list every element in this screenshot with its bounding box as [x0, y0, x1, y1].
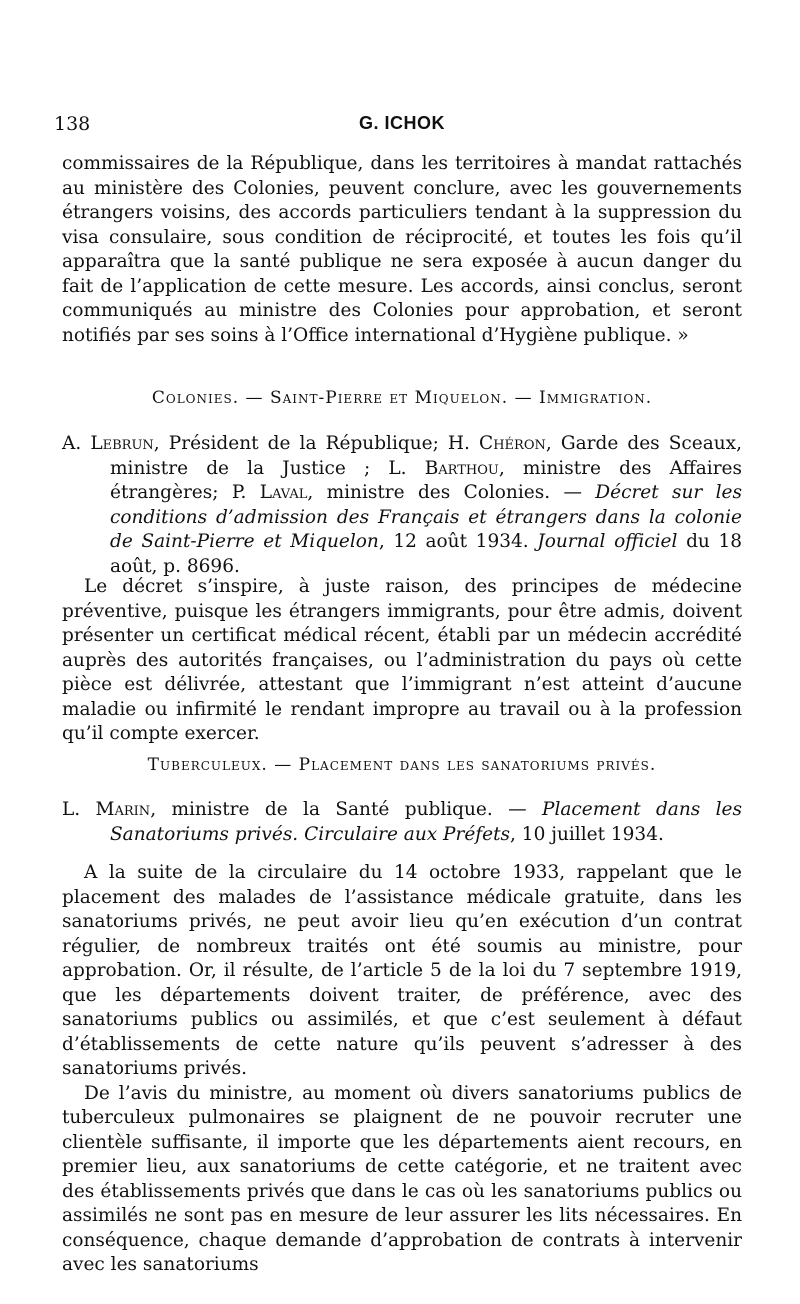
decree-reference [62, 432, 742, 579]
ref-text: , ministre des Colonies. — [307, 482, 596, 503]
ref-text: , ministre des Affaires étrangères; P. [110, 457, 742, 503]
section-heading-tuberculeux [62, 755, 742, 775]
paragraph: commissaires de la République, dans les territoires à mandat rattachés au ministère des Colonies, peuvent conclure, avec les gouvernements étrangers voisins, des accords particuliers tendant à la suppression du visa consulaire, sous condition de réciprocité, et toutes les fois qu’il apparaîtra que la santé publique ne sera exposée à aucun danger du fait de l’application de cette mesure. Les accords, ainsi conclus, seront communiqués au ministre des Colonies pour approbation, et seront notifiés par ses soins à l’Office international d’Hygiène publique. » [62, 153, 742, 346]
heading-part: Colonies. [151, 388, 240, 408]
heading-part: — Saint-Pierre et Miquelon. — [245, 388, 533, 408]
ref-name: Barthou [424, 457, 499, 479]
ref-text: , Garde des Sceaux, ministre de la Justice ; L. [110, 433, 742, 479]
ref-name: A. Lebrun [62, 433, 154, 454]
page-header [54, 113, 742, 135]
heading-part: Immigration. [538, 388, 653, 408]
section-heading-colonies [62, 388, 742, 408]
continued-paragraph [62, 152, 742, 348]
journal-name: Journal officiel [537, 531, 678, 552]
circular-reference [62, 798, 742, 847]
ref-text: , 12 août 1934. [378, 531, 538, 552]
ref-name: Laval [259, 482, 308, 503]
heading-part: — Placement dans les sanatoriums privés. [274, 755, 657, 775]
paragraph: A la suite de la circulaire du 14 octobre 1933, rappelant que le placement des malades de l’assistance médicale gratuite, dans les sanatoriums privés, ne peut avoir lieu qu’en exécution d’un contrat régulier, de nombreux traités ont été soumis au ministre, pour approbation. Or, il résulte, de l’article 5 de la loi du 7 septembre 1919, que les départements doivent traiter, de préférence, avec des sanatoriums publics ou assimilés, et que c’est seulement à défaut d’établissements de cette nature qu’ils peuvent s’adresser à des sanatoriums privés. [62, 862, 742, 1079]
ref-text: , Président de la République; H. [153, 433, 480, 454]
ref-name: Chéron [479, 433, 546, 454]
ref-title: Placement dans les Sanatoriums privés. Circulaire aux Préfets [110, 799, 742, 845]
heading-part: Tuberculeux. [147, 755, 268, 775]
ref-title: Décret sur les conditions d’admission des Français et étrangers dans la colonie de Saint-Pierre et Miquelon [110, 482, 742, 552]
paragraph: Le décret s’inspire, à juste raison, des principes de médecine préventive, puisque les étrangers immigrants, pour être admis, doivent présenter un certificat médical récent, établi par un médecin accrédité auprès des autorités françaises, ou l’administration du pays où cette pièce est délivrée, attestant que l’immigrant n’est atteint d’aucune maladie ou infirmité le rendant impropre au travail ou à la profession qu’il compte exercer. [62, 576, 742, 744]
ref-text: du 18 août, p. 8696. [110, 531, 743, 577]
ref-text: , 10 juillet 1934. [510, 823, 664, 845]
ref-text: , ministre de la Santé publique. — [150, 799, 543, 820]
paragraph: De l’avis du ministre, au moment où divers sanatoriums publics de tuberculeux pulmonaires se plaignent de ne pouvoir recruter une clientèle suffisante, il importe que les départements aient recours, en premier lieu, aux sanatoriums de cette catégorie, et ne traitent avec des établissements privés que dans le cas où les sanatoriums publics ou assimilés ne sont pas en mesure de leur assurer les lits nécessaires. En conséquence, chaque demande d’approbation de contrats à intervenir avec les sanatoriums [62, 1082, 742, 1275]
running-head: G. ICHOK [358, 113, 445, 133]
commentary-paragraph [62, 575, 742, 747]
body-paragraphs [62, 861, 742, 1278]
ref-name: L. Marin [62, 799, 151, 820]
page-number: 138 [54, 113, 91, 135]
